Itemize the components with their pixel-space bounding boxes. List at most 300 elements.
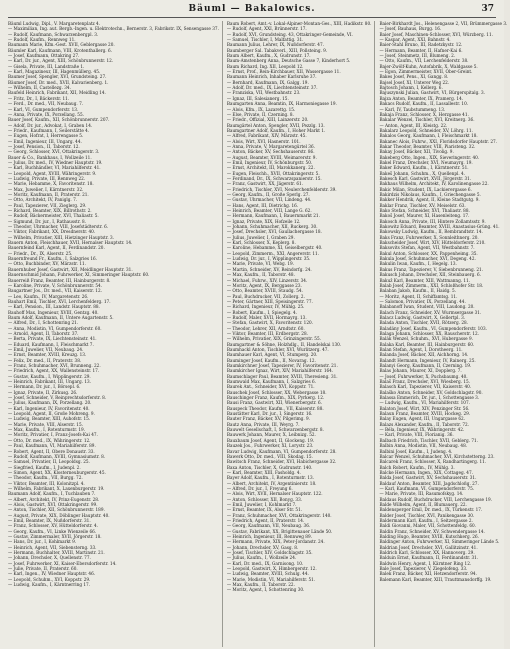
directory-entry: — Robert, Agent, II, Obere Donaustr. 33. [8,448,95,454]
directory-entry: — Julius, Dr. med., IV, Wiedner Hauptstr. 19. [8,159,103,165]
directory-entry: Baumann Julius, Lehrer, IX, Nußdorferstr. 47. [226,42,324,48]
directory-entry: Bauernfeind Karl, Agent, II, Ferdinandstr. 20. [8,245,105,251]
directory-entry: — Wilhelm, Fabrikant, X, Laxenburgerstr. 19. [8,485,105,491]
directory-entry: — Samuel, Tischler, I, Malfattig. 31. [226,37,304,43]
directory-entry: Baumberger Sal. Tabakverl., XIII, Pollsteing. 9. [226,47,328,53]
directory-entry: Balák Wenzel, Schuhm., XVI, Hubergasse 9. [379,336,473,342]
directory-entry: — Leopold, Agent, II, Große Mohreng. 9. [8,411,95,417]
directory-entry: Balabanoff Iwan, Student, VIII, Laudong. 20. [379,304,475,310]
directory-entry: Bawitsch Franz, Schneider, XVI, Habichergasse 32. [226,459,337,465]
directory-entry: — Otto, Dr. med., IX, Währingerstr. 12. [8,437,91,443]
directory-entry: — Egon, Zimmermeister, XVII, Ober-Greint. [379,69,473,75]
directory-entry: Baumann Heinrich, Inhaber Karlsruhe 37. [226,74,317,80]
directory-entry: Baker Edward, Kaufm., I, Kärntnerstr. 51. [379,165,469,171]
directory-entry: — Karl, Buchhändler, VI, Mariahilferstr. 41. [8,165,101,171]
directory-entry: Balab Josef, Zimmerm., XXI, Schloßhofer Str. 18. [379,282,484,288]
directory-entry: — Marie, Private, VI, Webg. 19. [226,261,294,267]
directory-entry: — Friedrich, Agent, II, Praterstr. 14. [226,517,305,523]
directory-entry: — Leopold, Agent, XVIII, Währingerstr. 9. [8,170,97,176]
directory-entry: Balek Franz, Bäcker, XII, Hetzendorferstr. 94. [379,571,477,577]
directory-entry: — Michael, Fuhrw., XIV, Linzerstr. 34. [226,277,308,283]
directory-entry: Bakowitz Eduard, Beamter, XVIII, Anastasius-Grüng. 41. [379,224,500,230]
directory-entry: — Heinrich, Ingenieur, III, Rennweg 89. [226,534,312,539]
directory-entry: — Alfred, Dr. jur., I, Freyung 6. [226,485,293,491]
directory-entry: Baum Adolf, Kaufmann, II, Untere Augartenstr. 5. [8,314,114,320]
directory-entry: — Josef, Fuhrwerker, X, Puchsbaumg. 40. [379,373,468,379]
directory-entry: — Viktor, Fabrikant, XX, Dresdnerstr. 40. [8,229,96,235]
directory-entry: — Gustav, Fabrikant, XX, Brigittenauer Lände 50. [226,528,333,534]
directory-entry: — Gisela, Private, III, Landstraße 1. [8,63,85,69]
directory-entry: — Béla, Ingenieur, IX, Währingerstr. 42. [379,427,465,433]
directory-entry: Baldinger Anton, Fuhrwerker, XI, Simmeringer Lände 5. [379,539,500,545]
directory-entry: Baumhauer Karl, Agent, VI, Stumperg. 20. [226,352,318,358]
directory-entry: — Wilhelm, Privatier, XIX, Grinzingerstr. 55. [226,336,321,342]
directory-entry: Baladány Josef, Kaufm., VI, Gumpendorferstr. 103. [379,325,487,331]
directory-entry: Baumann Adolf, Kaufm., I, Tuchlauben 7. [8,491,96,497]
directory-entry: — Emil, Juwelier, VII, Neubaug. 24. [8,346,84,352]
directory-entry: — Rudolf, Kaufm., Rennweg 11. [8,37,76,43]
directory-entry: Bauerreiß Franz, Beamter, III, Hainburgerstr. 8. [8,277,111,283]
directory-entry: — Josef, Fuhrwerker, XI, Kaiser-Ebersdorferstr. 14. [8,560,117,566]
directory-entry: — Alois, Wirt, XVI, Hasnerstr. 101. [226,138,301,144]
directory-entry: — Julius, Juwelier, I, Graben 29. [226,234,295,240]
directory-entry: — Josef, Steinmetz, III, Blumeng. 2. [379,53,456,59]
directory-entry: Bale Josef, Tapezierer, V, Ziegelofeng. 33. [379,566,468,572]
directory-entry: Balaton Josef, Wirt, XIV, Penzinger Str. 56. [379,405,470,411]
directory-entry: — Heinrich, Agent, VII, Siebensterng. 33. [8,544,97,550]
directory-entry: — Emil, Ingenieur, IV, Schönburgstr. 50. [226,159,313,165]
directory-entry: — Eduard, Kaufmann, I, Fleischmarkt 7. [8,341,94,347]
directory-entry: — Felix, Dr. med., II, Praterstr. 38. [8,357,82,363]
directory-entry: — Alfred, Fabrikant, XIV, Märzstr. 45. [226,133,307,139]
directory-entry: — Albert, Architekt, IV, Argentinierstr. 18. [226,480,317,486]
directory-entry: Balbini Josef, Kaufm., I, Judeng. 4. [379,448,453,454]
directory-entry: — Hans, Agent, III, Dietrichg. 16. [226,202,299,208]
directory-entry: — Gustav, Kaufm., I, Wipplingerstr. 29. [8,373,91,379]
directory-entry: — Paul, Tapezierer, VII, Zieglerg. 29. [8,202,87,208]
directory-entry: Bakeš Johann, Schuhm., X, Quellenpl. 4. [379,170,466,176]
directory-entry: Balanyi Georg, Kaufmann, II, Czerning. 19. [379,363,472,368]
directory-column-2 [227,21,376,647]
directory-entry: Bauwerk Johann, Maurer, X, Leibnizg. 52. [226,432,316,438]
directory-entry: Bakuž Karl, Beamter, XIII, Wattmanng. 11. [379,277,471,283]
directory-entry: — Franz, Schuhmacher, XVI, Brunneng. 22. [8,363,101,368]
directory-entry: — Ferd., Dr. med., VII, Neubaug. 7. [8,101,84,107]
directory-entry: — Franz, Schuhmacher, XVI, Ottakringerstr. 140. [226,512,332,518]
directory-column-1 [8,21,223,647]
directory-entry: Bäumer Josef, Dr. med., XVII, Kalvarienberg. 1. [8,79,109,85]
directory-entry: — Rudolf, Kaufmann, XVIII, Gymnasiumstr. 8. [8,453,106,459]
directory-entry: Balemann Karl, Beamter, XIII, Trauttmansdorffg. 19. [379,576,492,582]
directory-entry: — August, Beamter, XVIII, Weimarerstr. 9. [226,154,317,160]
directory-entry: — Hans, Dr. jur., I, Kohlmarkt 9. [8,539,77,545]
directory-entry: — Sigmund, Dr. jur., I, Rathausstr. 8. [8,218,87,224]
directory-entry: Balding Hugo, Beamter, XVIII, Kutschkerg. 26. [379,534,479,539]
directory-entry: — Karl, Kaufmann, VI, Gumpendorferstr. 75. [379,485,475,491]
directory-entry: Bajza Anton, Beamter, IX, Pramerg. 14. [379,95,464,101]
directory-entry: Baklar Franz, Tischler, XV, Meiselstr. 63. [379,202,466,208]
directory-entry: — Ernst, Prof., Rein-Kirchbauer, XII, Wassergasse 11. [226,69,341,75]
directory-entry: — Maximilian, Ing. aut. Bergb.-Ingen. u. Elektrotechn., Bernerstr. 3, Fabrikstr. IX, Sensengasse 37. [8,26,219,32]
directory-entry: Baumer Josef, Spengler, XVI, Grundsteing. 27. [8,74,107,80]
directory-entry: Balas Johann, Maurer, XI, Dopplerg. 7. [379,368,462,374]
directory-entry: — Moritz, Agent, I, Schottenring 30. [226,587,305,593]
directory-entry: Baumhackl Anton, Tischler, XVI, Wurlitzerg. 47. [226,346,329,352]
directory-entry: Bäumler Karl, Kaufmann, VIII, Krotenthallerg. 6. [8,47,112,53]
directory-entry: Bakus Franz, Tapezierer, V, Siebenbrunneng. 21. [379,266,483,272]
directory-entry: Bavar Ludwig, Kaufmann, VI, Gumpendorferstr. 28. [226,448,337,454]
directory-column-3 [379,21,510,647]
directory-entry: — Marie, Private, VIII, Alserstr. 15. [8,421,83,427]
directory-entry: — Friedrich, Tischler, XVI, Neulerchenfelderstr. 39. [226,186,337,192]
directory-entry: Balcar Wenzel, Schuhmacher, XVI, Kirchstetterng. 23. [379,453,495,459]
directory-entry: Bauhoff Max, Ingenieur, XVIII, Gentzg. 40. [8,309,99,315]
directory-entry: — Hermann, Kaufmann, I, Bauernmarkt 21. [226,213,320,219]
directory-entry: — Karl, Ingenieur, IV, Favoritenstr. 40. [8,405,90,411]
directory-entry: Baumgartner & Söhne, Holzhdlg., II, Handelskai 130. [226,341,342,347]
directory-entry: Baldaus Rudolf, Buchdrucker, VIII, Lerchengasse 19. [379,496,493,502]
directory-entry: Bakacs Rudolf, Kaufm., II, Lassallestr. 10. [379,101,469,107]
directory-entry: — Friedr., Offizial, XIII, Lainzerstr. 20. [226,117,309,123]
directory-entry: Bakic Milan, Student, IX, Lackierergasse 6. [379,186,472,192]
directory-entry: — Leo, Kaufm., IV, Margaretenstr. 26. [8,293,89,299]
directory-entry: Bakay Josef, Bäcker, XII, Tivolig. 9. [379,149,454,155]
directory-entry: — Anton, Schlosser, XII, Bonyg. 33. [226,496,303,502]
directory-entry: — Alfred, Dr., I, Schottenring 21. [8,320,79,326]
directory-entry: Balay Eugen, Agent, III, Ungargasse 62. [379,416,466,422]
directory-entry: — Otto, Beamter, XVIII, Staudg. 54. [226,288,303,294]
directory-entry: Baumschlager Paul, Beamter, XVIII, Theresieng. 31. [226,373,338,379]
directory-entry: Baldwin Henry, Agent, I, Kärntner Ring 12. [379,560,472,566]
directory-entry: — Anna, Private, IX, Porzellang. 55. [8,111,84,117]
directory-entry: — Alois, Kfm., IX, Lazarettg. 15. [226,106,296,112]
directory-entry: — Viktor, Beamter, III, Erdbergstr. 28. [226,330,308,336]
directory-entry: — Josef, Kaufmann, Ottakring 27. [8,53,80,59]
directory-entry: — Simon, Agent, XX, Klosterneuburgerstr. 45. [8,469,106,475]
directory-entry: — Richard, Beamter, XIX, Billrothstr. 2. [8,208,92,214]
directory-entry: — Hermann, Private, XIX, Peter-Jordanstr. 24. [226,539,325,545]
directory-entry: Baumwald Max, Kaufmann, I, Salzgries 6. [226,379,316,385]
directory-entry: Bakoš Josef, Maurer, XI, Hasenleiteng. 17. [379,213,470,219]
directory-entry: — Ignaz, Private, XIX, Hofzeile 12. [226,218,301,224]
directory-entry: Bauwelt Gesellschaft, I, Schwarzenbergstr. 8. [226,427,324,433]
directory-entry: Balaga Johann, Schlosser, XX, Rauscherstr. 12. [379,330,480,336]
directory-entry: — Heinrich, Beamter, VIII, Lange G. 62. [226,208,312,214]
directory-entry: Baldin Franz, Schneider, XV, Schwendergasse 14. [379,528,485,534]
directory-entry: — Wilhelm, Privatier, XIII, Hietzinger Hauptstr. 3. [8,234,115,240]
directory-entry: — Hermann, Dr. jur., I, Börsepl. 6. [8,384,81,390]
directory-entry: Baurek Ant., Schneider, XVI, Koppstr. 71. [226,384,315,390]
directory-entry: Bayer Adolf, Kaufm., I, Rotenturmstr. 13. [226,475,315,481]
directory-entry: — Karl, Schlosser, X, Keplerg. 8. [226,240,296,246]
directory-entry: Balch Robert, Kaufm., IV, Mühlg. 3. [379,464,455,470]
directory-entry: Balacz Ludwig, Gastwirt, X, Gellertpl. 3. [379,314,466,320]
directory-entry: — Karl, IV, Taubstummeng. 13. [379,106,446,112]
directory-entry: Bauhart Emil, Tischler, XVI, Lerchenfelderg. 17. [8,298,111,304]
directory-entry: Bauernschmid Johann, Fuhrwerker, XI, Simmeringer Hauptstr. 60. [8,272,150,278]
directory-entry: Bajuszynski Julian, Gastwirt, VI, Bürgerspitalg. 3. [379,90,485,96]
running-title: Bäuml — Bakalowics. [188,4,316,14]
directory-entry: Bakalar Wenzel, Tischler, XVI, Kreitnerg. 36. [379,117,475,123]
directory-entry: Bakulin Iwan, Kaufm., I, Hegelg. 13. [379,261,457,267]
directory-entry: Bakosch Anna, Private, III, Hintere Zollamtsstr. 9. [379,218,486,224]
directory-entry: Bausi Franz, Gastwirt, XII, Wienerbergstr. 6. [226,400,322,406]
directory-entry: — Georg, Kaufmann, VII, Neubaug. 36. [226,523,311,529]
directory-entry: — Leopold, Gastwirt, X, Himbergerstr. 12. [226,566,317,572]
directory-entry: Bakula Josef, Schuhmacher, XVI, Degeng. 42. [379,256,476,262]
directory-entry: — Gustav, Uhrmacher, VII, Lindeng. 44. [226,197,312,203]
directory-entry: — Emil, Beamter, IX, Nußdorferstr. 31. [8,517,91,523]
directory-entry: Balduin Ernst, Kaufmann, II, Ferdinandstr. 31. [379,555,479,561]
directory-entry: Bakaja Franz, Schlosser, X, Herzgasse 41. [379,111,469,117]
directory-entry: Bakusch Johann, Drechsler, XII, Steinbauerg. 6. [379,272,481,278]
directory-entry: — Marie, Private, III, Rasumofskyg. 14. [379,491,464,497]
directory-entry: — Karl, Magazineur, III, Hagenmüllerg. 45. [8,69,101,75]
directory-entry: Balaban Jakob, Kaufm., II, Haidg. 5. [379,288,456,294]
directory-entry: — Ludwig, Beamter, XVIII, Schulg. 44. [226,571,309,577]
directory-entry: — Theodor, Lehrer, XII, Arndtstr. 60. [226,325,305,331]
directory-entry: — Marie, Modistin, VI, Mariahilferstr. 51. [226,576,316,582]
directory-entry: — Eugen, Fleischh., XVII, Ottakringerstr. 5. [226,170,320,176]
directory-entry: — Arnold, Agent, II, Taborstr. 37. [8,330,79,336]
directory-entry: Balan Stefan, Agent, I, Dorotheerg. 11. [379,346,463,352]
directory-entry: — Ignaz, III, Salesianerg. 15. [226,95,289,101]
directory-entry: Balassa Emmerich, Dr. jur., I, Schottengasse 3. [379,395,480,401]
directory-entry: — Hermann, Buchhalter, XVIII, Martinstr. 21. [8,550,105,556]
directory-entry: — Rudolf, Agent, XXI, Brünnerstr. 17. [226,26,307,32]
directory-entry: Bauminger Josef, Kaufm., II, Novarag. 12. [226,357,316,363]
directory-entry: Bauzek Jos., Fuhrwerker, XI, Lorystr. 23. [226,443,314,449]
directory-entry: Balaš Franz, Drechsler, XVI, Wiesberg. 15. [379,379,471,385]
directory-entry: — Otto, Buchbinder, XV, Märzstr. 11. [8,261,87,267]
directory-entry: Baufeld Heinrich, Fabrikant, XII, Meidling 14. [8,90,106,96]
directory-entry: — Julius, Kaufmann, IX, Porzellang. 20. [8,400,92,406]
directory-entry: Balda Josef, Gastwirt, XV, Sechshauserstr. 31. [379,475,477,481]
directory-entry: — Samuel, Privatier, II, Leopoldsg. 25. [8,459,90,465]
directory-entry: — Paul, Kaufmann, VI, Mariahilferstr. 89. [8,443,96,449]
directory-entry: — Siegfried, Kaufm., I, Judenpl. 2. [8,464,81,470]
directory-entry: Baksovits Stefan, Agent, VII, Westbahnstr. 7. [379,245,475,251]
directory-entry: — Karl, Beamter, XIII, Fasholdg. 4. [226,469,301,475]
directory-entry: Bautz Anna, Private, III, Weyrg. 7. [226,421,300,427]
directory-entry: — Karoline, Private, V, Schönbrunnerstr. 54. [8,282,103,288]
directory-entry: — Julius, Kaufm., I, Wollzeile 24. [226,555,297,561]
directory-entry: — Johann, Drechsler, XV, Gasg. 8. [226,544,299,550]
directory-entry: — Moritz, Kaufmann, II, Praterstr. 21. [8,192,89,197]
directory-entry: — Josef, Bauhaus, Burgg. 16. [379,26,442,32]
directory-entry: Balder Josef, Tischler, XVI, Panikengasse 30. [379,512,475,518]
directory-entry: Baumkirchner Josef, Tapezierer, IV, Favoritenstr. 21. [226,363,338,368]
directory-entry: — Karl, Dr. med., IX, Garnisong. 10. [226,560,304,566]
directory-entry: Bako Stefan, Schneider, XVI, Thaliastr. 88. [379,208,470,214]
directory-entry: — Rudolf, Kaufmann, Schwarzenbergpl. 3. [8,31,99,37]
directory-entry: Balaško Anton, Schneider, XV, Goldschlagstr. 90. [379,389,483,395]
page-header [8,4,496,18]
directory-entry: Baier-Stahl Bruno, III, Radetzkystr. 12. [379,42,463,48]
directory-entry: Balada Anton, Tischler, XVII, Rötzerg. 28. [379,320,469,326]
page-number: 37 [481,4,494,14]
directory-entry: Baxa Anton, Tischler, X, Gudrunstr. 140. [226,464,313,470]
directory-entry: — Robert, Kaufm., I, Spiegelg. 4. [226,309,297,315]
directory-entry: Balcarek Franz, Schlosser, X, Randhartingerg. 11. [379,459,487,465]
directory-entry: — Friedr., Kaufmann, I, Seilerstätte 4. [8,127,90,133]
directory-entry: — Franziska, VII, Westbahnstr. 23. [226,90,301,96]
directory-entry: — Alois, Wirt, XVII, Hernalser Hauptstr. 122. [226,491,323,497]
directory-entry: Bakalarz Leopold, Schneider, XV, Löhrg. 11. [379,127,473,133]
directory-entry: Bakar Theodor, Beamter, VIII, Piaristeng. 32. [379,143,476,149]
directory-entry: — Karl, Ingen., IV, Wiedner Hauptstr. 46. [8,571,96,577]
directory-entry: — Josef, Schneider, V, Reinprechtsdorferstr. 8. [8,395,107,401]
directory-entry: Bakscheider Josef, Wirt, XIV, Hütteldorferstr. 210. [379,240,486,246]
directory-entry: — Alois, Gastwirt, XVI, Ottakringerstr. 99. [8,501,98,507]
directory-entry: — Adolf, Dr. jur., Advokat, I, Graben 14. [8,122,93,128]
directory-entry: Bauter Franz, Bäcker, XV, Pilgerimg. 9. [226,416,311,422]
directory-entry: — Ernst, Beamter, IX, Alser Str. 51. [226,507,303,513]
directory-entry: Bauxbaum Josef, Agent, II, Glockeng. 19. [226,437,315,443]
directory-entry: — Emil, Juwelier, I, Kohlmarkt 7. [226,501,297,507]
directory-entry: — Franz, Schlosser, XV, Hütteldorferstr. 4. [8,523,98,529]
directory-entry: — Johann, Schuhmacher, XII, Ruckerg. 30. [226,224,318,230]
directory-entry: — Josef, Drechsler, XVI, Gaullachergasse 18. [226,229,322,235]
directory-entry: — Anna, Private, V, Margaretengürtel 36. [226,143,315,149]
directory-entry: — Georg, Kaufm., II, Große Sperlg. 27. [226,192,310,197]
directory-entry: Bakel Franz, Drechsler, XVI, Neumayrg. 19. [379,159,473,165]
directory-entry: — Eugen, Hofrat, I, Herrengasse 5. [8,133,84,139]
directory-entry: — Gustav, Zimmermaler, XVII, Jörgerstr. 18. [8,534,102,539]
directory-entry: Baum-Amstenberg Anna, Deutsche Gasse 7, Kinderhort 5. [226,58,351,64]
directory-entry: — Peter, Gärtner, XIII, Speisingerstr. 77. [226,298,313,304]
directory-entry: — Heinrich, Fabrikant, III, Ungarg. 13. [8,379,91,385]
directory-entry: — Moritz, Privatier, I, Franz-Josefs-Kai 47. [8,432,98,438]
directory-entry: — Rudolf, Bäckermeister, XVI, Thaliastr. 5. [8,213,99,219]
directory-entry: Baier Josef, Maschinen-Schlosser, XVI, Würzberg. 11. [379,31,493,37]
directory-entry: Bakirdzis Nikolaus, Kaufm., I, Griechengasse 5. [379,192,481,197]
directory-entry: Baldrich Karl, Schlosser, XX, Hannoverg. 29. [379,550,475,556]
directory-entry: Bakker Hendrik, Agent, II, Kleine Stadtgutg. 9. [379,197,480,203]
directory-entry: — Josef, Pension., II, Taborstr. 12. [8,143,80,149]
directory-entry: — Paul, Buchdrucker, VII, Zollerg. 2. [226,293,305,299]
directory-entry: — Richard, Ingenieur, IV, Mühlg. 25. [226,304,305,310]
directory-entry: — Karoline, Hebamme, XI, Geiselbergstr. 40. [226,245,323,251]
directory-entry: Balazs Alexander, Kaufm., II, Taborstr. 72. [379,421,469,427]
directory-entry: — Otto, Kaufm., VII, Lerchenfelderstr. 38. [379,58,469,64]
directory-entry: — Theodor, Kaufm., VII, Burgg. 72. [8,475,83,481]
directory-entry: Baldermann Karl, Kaufm., I, Seitzergasse 2. [379,517,473,523]
directory-entry: — Max, Kaufm., I, Rotenturmstr. 19. [8,427,86,433]
directory-entry: — Bernhard, Kaufmann, IX, Galgg. 19. [226,79,309,85]
directory-entry: Balaun Franz, Beamter, XVIII, Hockeg. 29. [379,411,471,417]
directory-entry: — Ignaz, Private, II, Zirkusg. 26. [8,389,78,395]
directory-entry: — Anton, Agent, III, Kleistg. 22. [379,122,448,128]
directory-entry: — Ludwig, Kaufm., I, Kärntnerring 17. [8,582,90,588]
directory-entry: Balde Wilhelm, Agent, II, Blumauerg. 22. [379,501,467,507]
directory-entry: Baumkircher Ignaz, Wirt, XIV, Mariahilferstr. 164. [226,368,334,374]
directory-entry: — Karl, VI, Gumpendorferstr. 13. [8,106,79,112]
directory-entry: Balanda Josef, Bäcker, XII, Aichhorng. 14. [379,352,469,358]
directory-entry: Bakes Josef, Pens., XI, Gangg. 8. [379,74,449,80]
directory-entry: — Adolf, Dr. med., IX, Liechtensteinstr. 37. [226,85,318,91]
directory-entry: — Salomon, Privatier, IX, Porzellang. 44. [379,298,466,304]
directory-entry: — Karl, Dr. jur., Agent, XIII, Schönbrunnerstr. 12. [8,58,114,64]
directory-entry: Bauernhuber Josef, Gastwirt, XII, Meidlinger Hauptstr. 31. [8,266,133,272]
directory-entry: — Friedrich, Agent, XX, Wallensteinstr. 17. [8,368,100,374]
directory-entry: Bajer-Zwölf-Kuhn, Autofabrik, X, Waldgasse 5. [379,63,478,69]
directory-entry: — Georg, Schlosser, XVI, Ottakringerstr. 3. [8,149,100,155]
directory-entry: — Ludwig, Beamter, XIII, Auhofstr. 15. [8,416,91,422]
directory-entry: — Rudolf, Maler, XVII, Hormayrg. 13. [226,314,307,320]
directory-entry: — Georg, Kaufm., VI, Linke Wienzeile 66. [8,528,97,534]
directory-entry: — Friedr., Dr., IX, Alserstr. 25. [8,250,73,256]
directory-entry: — Anna, Modistin, VI, Gumpendorferstr. 60. [8,325,102,331]
directory-entry: — Ernst, Beamter, XVIII, Kreuzg. 13. [8,352,87,358]
directory-entry: Balaka Karl, Beamter, III, Hainburgerstr. 60. [379,341,475,347]
directory-entry: — Marie, Hebamme, X, Favoritenstr. 18. [8,181,94,187]
directory-entry: — Stefan, Gastwirt, X, Favoritenstr. 120. [226,320,314,326]
directory-entry: Balbach Friedrich, Tischler, XVII, Geblerg. 71. [379,437,479,443]
directory-entry: Balbin Anna, Modistin, VII, Neubaug. 48. [379,443,468,449]
directory-entry: — Johann, Drechsler, X, Quellenstr. 77. [8,555,91,561]
directory-entry: Bauern Anton, Fleischhauer, XVII, Hernalser Hauptstr. 14. [8,240,133,246]
directory-entry: Baumgarten Anna, Beamtin, IX, Harmoniegasse 19. [226,101,337,107]
directory-entry: Baldauf Anton, Beamter, XIII, Jagdschloßg. 27. [379,480,479,486]
directory-entry: Bauschek Josef, Schlosser, XX, Webergasse 18. [226,389,327,395]
directory-entry: — Ludwig, Dr. jur., I, Wipplingerstr. 35. [226,256,311,262]
directory-entry: — Max, Kaufm., II, Taborstr. 22. [226,582,295,588]
directory-entry: — Emil, Ingenieur, III, Ungarg. 44. [8,138,82,144]
directory-entry: — Viktor, Beamter, III, Kolonitzpl. 4. [8,480,85,486]
directory-entry: Baldi Giovanni, Maler, VII, Schottenfeldg. 60. [379,523,477,529]
directory-entry: Bakalos Georg, Kaufmann, I, Fleischmarkt 18. [379,133,478,139]
directory-entry: — Karl, Pension., III, Landstr. Hauptstr. 88. [8,304,100,310]
directory-entry: Bauernfreund Fr., Kaufm., I, Salzgries 16. [8,256,98,262]
directory-entry: — Max, Juwelier, I, Kärntnerstr. 32. [8,186,84,192]
directory-entry: — Fritz, Dr., I, Bäckerstr. 11. [8,95,70,101]
directory-entry: — Otto, Architekt, IV, Paniglg. 7. [8,197,78,203]
directory-entry: Bajtosch Johann, I, Kellerg. 6. [379,85,443,91]
directory-entry: Baumann Marie, Kfm.-Gest. XVII, Geblergasse 20. [8,42,115,48]
directory-entry: Balasch Karl, Tapezierer, VII, Kaiserstr. 40. [379,384,472,390]
directory-entry: Baumgartner Adolf, Kaufm., I, Hoher Markt 1. [226,127,326,133]
directory-entry: — Albert, Architekt, IV, Prinz-Eugenstr. 28. [8,496,100,502]
directory-entry: Baldrian Josef, Drechsler, XVI, Gallitzinstr. 41. [379,544,478,550]
directory-entry: Bakhaus Wilhelm, Architekt, IV, Karolinengasse 22. [379,181,489,187]
directory-entry: Balandt Hermann, Ingenieur, IV, Rainerg. 25. [379,357,476,363]
directory-entry: — Leopold, Zimmerm., XXI, Angererstr. 11. [226,250,320,256]
directory-entry: Baustätter Karl, Dr. jur., I, Singerstr. 16. [226,411,313,417]
directory-entry: — Moritz, Agent, IX, Berggasse 23. [226,282,302,288]
directory-entry: Baier-Birkhardt Jos., Helenengasse 2, VII, Brümmergasse 3. [379,21,508,26]
directory-entry: — Ludwig, Kaufm., VI, Mariahilferstr. 107. [379,400,470,406]
directory-entry: Bakeberg Otto, Ingen., XIX, Sieveringerstr. 40. [379,154,480,160]
directory-entry: Bajsel Josef, XI, Unterer Weg 22. [379,79,450,85]
directory-entry: Bauspeck Theodor, Kaufm., VII, Kaiserstr. 88. [226,405,324,411]
directory-entry: Bauer Josef, Kaufm., XII, Schönbrunnerstr. 207. [8,117,110,123]
directory-entry: Baugartner Jos., Dr. med., VII, Kaiserstr. 12. [8,288,102,294]
directory-entry: — Josef, Tischler, XIV, Goldschlagstr. 35. [226,550,313,556]
directory-entry: — Leopold, Schuhm., XVI, Koppstr. 29. [8,576,91,582]
directory-entry: — Karl, Private, VIII, Florianig. 36. [379,432,454,438]
directory-entry: Bakul Anton, Schlosser, XX, Pappenheimg. 35. [379,250,478,256]
directory-entry: — Theodor, Uhrmacher, VIII, Josefstädterstr. 6. [8,224,109,230]
directory-entry: Baldensperger Emil, Dr. med., IX, Türkenstr. 17. [379,507,483,513]
directory-entry: Bakesch Karl, Gastwirt, XVII, Jörgerstr. 31. [379,175,472,181]
directory-entry: Baks Franz, Fuhrwerker, X, Sonnleithnerg. 20. [379,234,479,240]
directory-entry: — Ludwig, Private, III, Rennweg 22. [8,175,86,181]
directory-entry: — Anton, Bäcker, XV, Sechshauserstr. 86. [226,149,315,155]
directory-entry: — Kaspar, Agent, XXI, Bahnstr. 4. [379,37,451,43]
directory-entry: Baumgärtel Anton, Spengler, XVII, Pezzlg. 13. [226,122,325,128]
directory-entry: — Rudolf, XVI, Grundsteing. 43, Ottakringer-Gemeinde, VI. [226,31,353,37]
